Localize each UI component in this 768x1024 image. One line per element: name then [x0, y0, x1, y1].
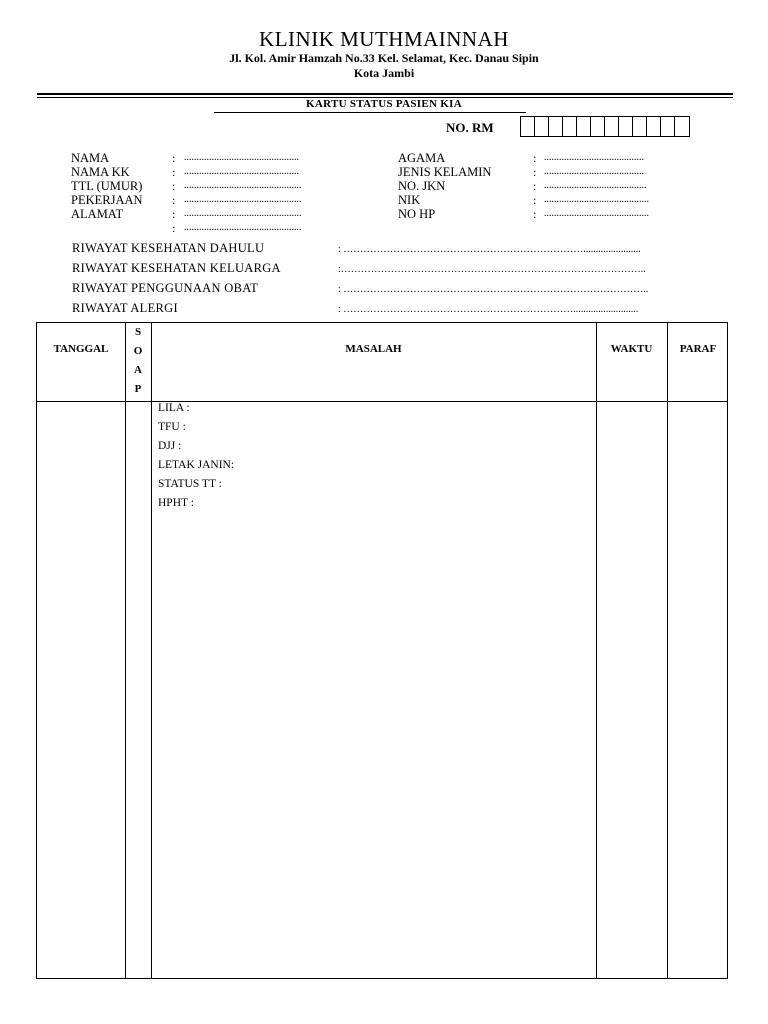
field-label-nama: NAMA — [71, 151, 110, 165]
rm-digit-box[interactable] — [591, 117, 605, 136]
field-colon: : — [172, 165, 176, 179]
field-dots-no-jkn[interactable]: ......................................... — [544, 180, 647, 191]
soap-letter-s: S — [134, 326, 142, 338]
field-dots-nama[interactable]: .............................................. — [184, 152, 299, 163]
field-dots-nik[interactable]: .......................................... — [544, 194, 649, 205]
field-colon: : — [533, 179, 537, 193]
rm-digit-box[interactable] — [563, 117, 577, 136]
field-label-pekerjaan: PEKERJAAN — [71, 193, 143, 207]
field-dots-agama[interactable]: ........................................ — [544, 152, 644, 163]
rm-digit-box[interactable] — [675, 117, 689, 136]
field-colon: : — [172, 179, 176, 193]
field-label-agama: AGAMA — [398, 151, 446, 165]
field-label-no-jkn: NO. JKN — [398, 179, 446, 193]
field-dots-pekerjaan[interactable]: ............................................... — [184, 194, 302, 205]
field-dots-nama-kk[interactable]: .............................................. — [184, 166, 299, 177]
field-colon: : — [533, 151, 537, 165]
field-colon: : — [533, 193, 537, 207]
entry-hpht[interactable]: HPHT : — [158, 497, 194, 509]
clinic-city: Kota Jambi — [353, 66, 415, 80]
field-label-nik: NIK — [398, 193, 421, 207]
rm-digit-box[interactable] — [619, 117, 633, 136]
column-divider — [596, 323, 597, 978]
rm-digit-box[interactable] — [633, 117, 647, 136]
rm-digit-box[interactable] — [647, 117, 661, 136]
clinic-title: KLINIK MUTHMAINNAH — [259, 27, 509, 51]
field-colon: : — [533, 207, 537, 221]
history-dots-alergi[interactable]: : …………………………………………………………….......................... — [338, 304, 639, 315]
rm-digit-box[interactable] — [535, 117, 549, 136]
field-dots-alamat-2[interactable]: ............................................... — [184, 222, 302, 233]
no-rm-boxes[interactable] — [520, 116, 690, 137]
rm-digit-box[interactable] — [605, 117, 619, 136]
column-header-waktu: WAKTU — [610, 343, 653, 355]
field-label-nama-kk: NAMA KK — [71, 165, 130, 179]
clinic-address: Jl. Kol. Amir Hamzah No.33 Kel. Selamat, Kec. Danau Sipin — [229, 51, 539, 65]
rm-digit-box[interactable] — [577, 117, 591, 136]
history-label-dahulu: RIWAYAT KESEHATAN DAHULU — [72, 241, 265, 255]
field-colon: : — [533, 165, 537, 179]
field-label-no-hp: NO HP — [398, 207, 436, 221]
field-label-alamat: ALAMAT — [71, 207, 124, 221]
card-title: KARTU STATUS PASIEN KIA — [306, 98, 462, 110]
field-colon: : — [172, 193, 176, 207]
column-divider — [667, 323, 668, 978]
header-divider-thick — [37, 93, 733, 95]
soap-table — [36, 322, 728, 979]
column-divider — [151, 323, 152, 978]
history-label-alergi: RIWAYAT ALERGI — [72, 301, 178, 315]
history-dots-keluarga[interactable]: :……………………………………………………………………………….. — [338, 264, 646, 275]
history-dots-obat[interactable]: : ……………………………………………………………………………….. — [338, 284, 649, 295]
column-divider — [125, 323, 126, 978]
rm-digit-box[interactable] — [521, 117, 535, 136]
entry-lila[interactable]: LILA : — [158, 402, 190, 414]
field-label-ttl: TTL (UMUR) — [71, 179, 143, 193]
entry-tfu[interactable]: TFU : — [158, 421, 186, 433]
field-dots-no-hp[interactable]: .......................................... — [544, 208, 649, 219]
header-row-divider — [37, 401, 727, 402]
soap-letter-o: O — [133, 345, 143, 357]
rm-digit-box[interactable] — [661, 117, 675, 136]
field-dots-jenis-kelamin[interactable]: ........................................ — [544, 166, 644, 177]
field-dots-ttl[interactable]: ............................................... — [184, 180, 302, 191]
rm-digit-box[interactable] — [549, 117, 563, 136]
field-dots-alamat[interactable]: ............................................... — [184, 208, 302, 219]
column-header-soap — [125, 323, 151, 399]
no-rm-label: NO. RM — [446, 120, 494, 135]
history-dots-dahulu[interactable]: : ………………………………………………………………....................... — [338, 244, 641, 255]
card-title-underline — [214, 112, 526, 113]
field-colon: : — [172, 221, 176, 235]
column-header-paraf: PARAF — [679, 343, 717, 355]
column-header-tanggal: TANGGAL — [53, 343, 109, 355]
history-label-obat: RIWAYAT PENGGUNAAN OBAT — [72, 281, 259, 295]
entry-letak-janin[interactable]: LETAK JANIN: — [158, 459, 235, 471]
field-label-jenis-kelamin: JENIS KELAMIN — [398, 165, 492, 179]
soap-letter-a: A — [134, 364, 142, 376]
column-header-masalah: MASALAH — [345, 343, 402, 355]
field-colon: : — [172, 207, 176, 221]
history-label-keluarga: RIWAYAT KESEHATAN KELUARGA — [72, 261, 281, 275]
soap-letter-p: P — [134, 383, 142, 395]
entry-status-tt[interactable]: STATUS TT : — [158, 478, 222, 490]
field-colon: : — [172, 151, 176, 165]
entry-djj[interactable]: DJJ : — [158, 440, 182, 452]
